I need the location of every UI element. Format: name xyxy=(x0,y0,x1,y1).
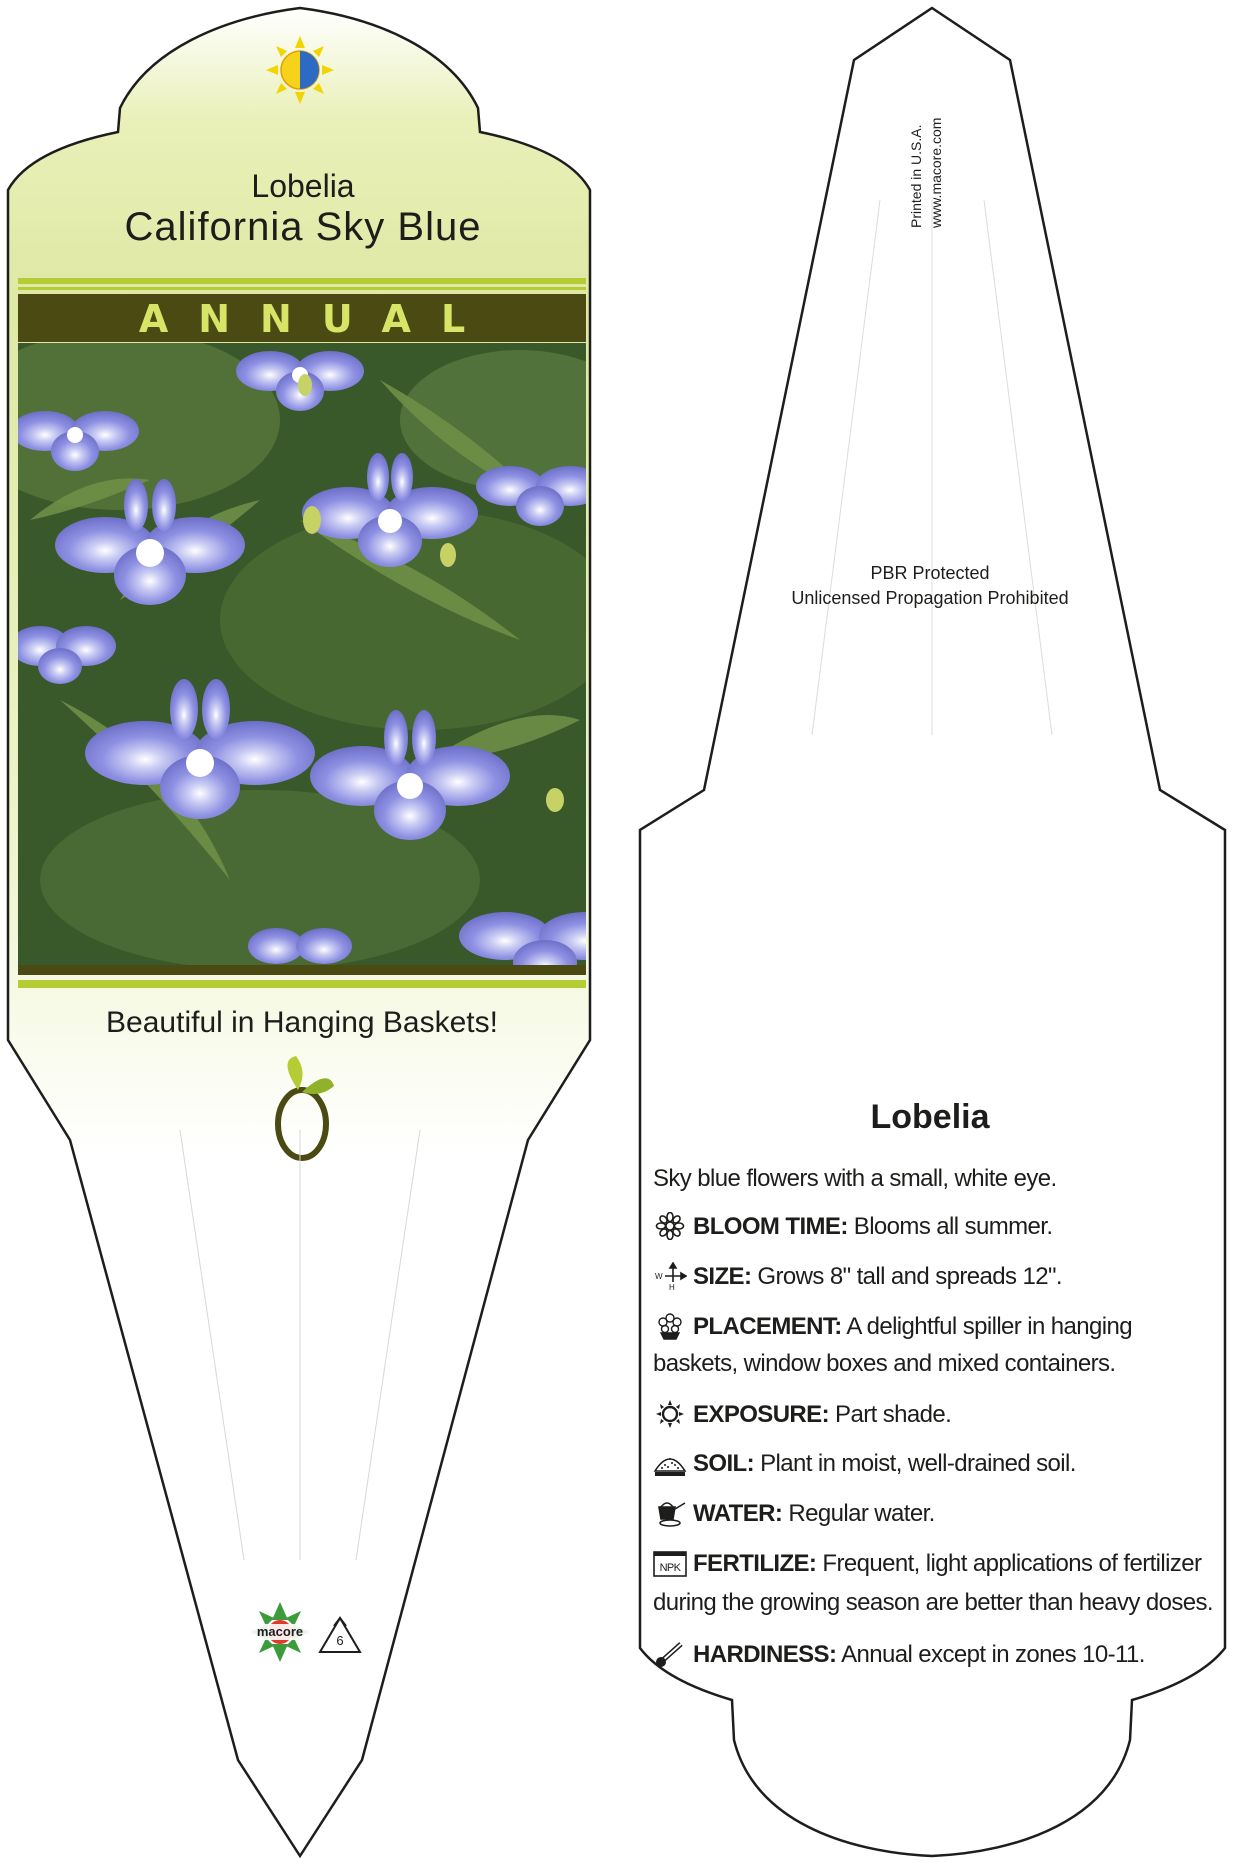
size-row xyxy=(653,1260,1213,1294)
sun-icon xyxy=(653,1400,687,1428)
placement-text-1: A delightful spiller in hanging xyxy=(846,1313,1133,1340)
soil-row xyxy=(653,1447,1213,1481)
size-h-label: H xyxy=(669,1283,675,1290)
pbr-prohibited: Unlicensed Propagation Prohibited xyxy=(791,588,1069,608)
fertilize-text-2: during the growing season are better than heavy doses. xyxy=(653,1589,1213,1616)
exposure-label: EXPOSURE: xyxy=(693,1401,829,1428)
fertilize-label: FERTILIZE: xyxy=(693,1550,817,1577)
container-plant-icon xyxy=(653,1312,687,1340)
placement-label: PLACEMENT: xyxy=(693,1313,842,1340)
watering-can-icon xyxy=(653,1499,687,1527)
soil-label: SOIL: xyxy=(693,1450,754,1477)
size-text: Grows 8" tall and spreads 12". xyxy=(757,1263,1062,1290)
hardiness-row xyxy=(653,1638,1213,1672)
cultivar-name: California Sky Blue xyxy=(124,205,482,249)
water-text: Regular water. xyxy=(788,1500,935,1527)
description: Sky blue flowers with a small, white eye. xyxy=(653,1165,1057,1192)
category-label: ANNUAL xyxy=(138,297,496,341)
soil-text: Plant in moist, well-drained soil. xyxy=(760,1450,1076,1477)
exposure-text: Part shade. xyxy=(835,1401,952,1428)
placement-row xyxy=(653,1310,1213,1344)
soil-mound-icon xyxy=(653,1449,687,1477)
npk-label: NPK xyxy=(659,1562,681,1574)
bloom-text: Blooms all summer. xyxy=(853,1213,1053,1240)
fertilize-row xyxy=(653,1547,1213,1581)
tagline: Beautiful in Hanging Baskets! xyxy=(106,1006,498,1039)
bloom-time-row xyxy=(653,1210,1213,1244)
brand-name: macore xyxy=(256,1624,304,1639)
npk-fertilizer-icon xyxy=(653,1549,687,1577)
pbr-protected: PBR Protected xyxy=(870,563,990,583)
plant-genus: Lobelia xyxy=(251,168,355,204)
flower-photo xyxy=(0,330,640,984)
thermometer-icon xyxy=(653,1640,687,1668)
exposure-row xyxy=(653,1398,1213,1432)
water-label: WATER: xyxy=(693,1500,783,1527)
printed-in: Printed in U.S.A. xyxy=(908,124,924,228)
placement-text-2: baskets, window boxes and mixed containers. xyxy=(653,1350,1116,1377)
recycle-code: 6 xyxy=(336,1633,344,1648)
size-label: SIZE: xyxy=(693,1263,752,1290)
bloom-label: BLOOM TIME: xyxy=(693,1213,848,1240)
hardiness-label: HARDINESS: xyxy=(693,1641,837,1668)
hardiness-text: Annual except in zones 10-11. xyxy=(841,1641,1145,1668)
sun-partial-icon xyxy=(266,36,334,104)
flower-icon xyxy=(653,1212,687,1240)
back-plant-name: Lobelia xyxy=(870,1098,990,1136)
fertilize-text-1: Frequent, light applications of fertilizer xyxy=(822,1550,1202,1577)
size-arrows-icon xyxy=(653,1262,687,1290)
website: www.macore.com xyxy=(928,117,944,228)
size-w-label: W xyxy=(655,1272,662,1281)
water-row xyxy=(653,1497,1213,1531)
